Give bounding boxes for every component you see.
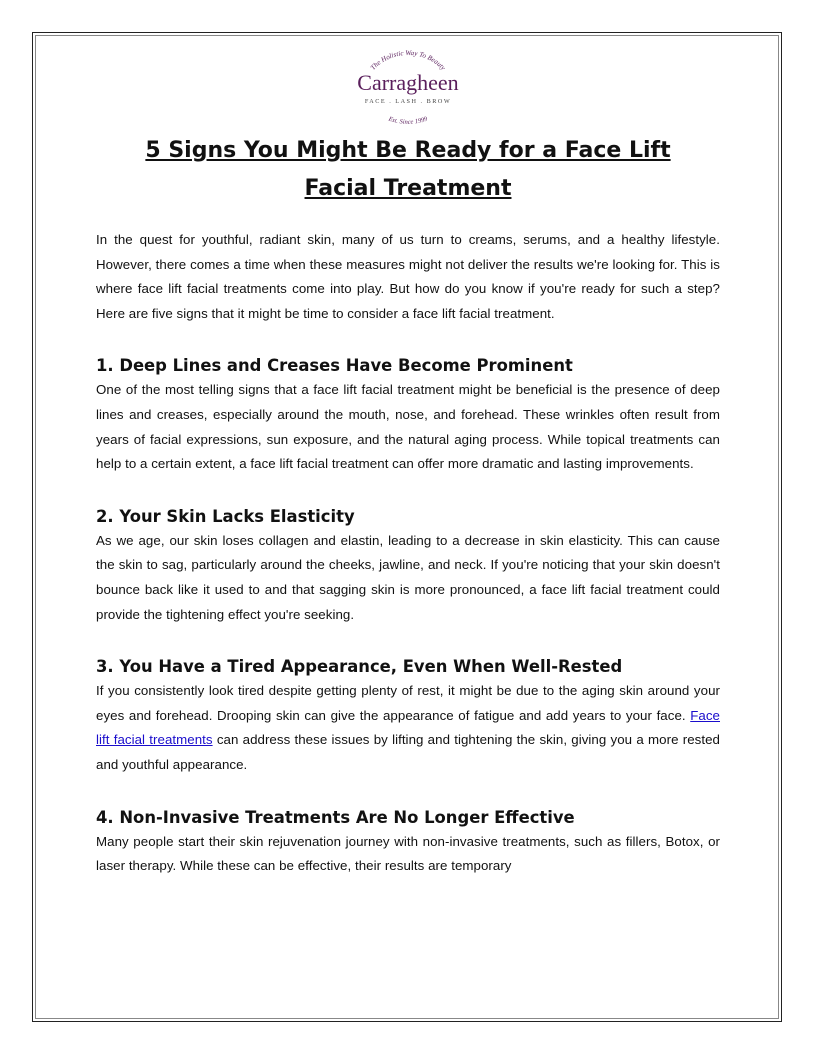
logo-established: Est. Since 1999 [387, 115, 429, 126]
carragheen-logo [338, 40, 478, 132]
section-3-body-before: If you consistently look tired despite getting plenty of rest, it might be due to the aging skin around your eyes and forehead. Drooping skin can give the appearance of fatigue and add years to your face. [96, 683, 720, 723]
logo-services: FACE . LASH . BROW [364, 98, 452, 105]
section-4-body: Many people start their skin rejuvenation journey with non-invasive treatments, such as fillers, Botox, or laser therapy. While these can be effective, their results are temporary [96, 833, 720, 874]
section-1-heading: 1. Deep Lines and Creases Have Become Prominent [96, 356, 573, 376]
section-3-body [96, 679, 720, 777]
document-content [96, 40, 720, 879]
section-2-heading: 2. Your Skin Lacks Elasticity [96, 506, 355, 526]
section-4-heading: 4. Non-Invasive Treatments Are No Longer Effective [96, 807, 575, 827]
section-1-body: One of the most telling signs that a face lift facial treatment might be beneficial is the presence of deep lines and creases, especially around the mouth, nose, and forehead. These wrinkles often result from years of facial expressions, sun exposure, and the natural aging process. While topical treatments can help to a certain extent, a face lift facial treatment can offer more dramatic and lasting improvements. [96, 382, 720, 472]
logo-name: Carragheen [357, 70, 459, 95]
section-3-body-after: can address these issues by lifting and tightening the skin, giving you a more rested and youthful appearance. [96, 732, 720, 772]
section-2-body: As we age, our skin loses collagen and elastin, leading to a decrease in skin elasticity. This can cause the skin to sag, particularly around the cheeks, jawline, and neck. If you're noticing that your skin doesn't bounce back like it used to and that sagging skin is more pronounced, a face lift facial treatment could provide the tightening effect you're seeking. [96, 532, 720, 622]
logo-tagline: The Holistic Way To Beauty [368, 48, 448, 72]
intro-paragraph: In the quest for youthful, radiant skin, many of us turn to creams, serums, and a healthy lifestyle. However, there comes a time when these measures might not deliver the results we're looking for. This is where face lift facial treatments come into play. But how do you know if you're ready for such a step? Here are five signs that it might be time to consider a face lift facial treatment. [96, 232, 720, 321]
page-title: 5 Signs You Might Be Ready for a Face Lift Facial Treatment [145, 138, 671, 201]
face-lift-treatments-link[interactable]: Face lift facial treatments [96, 707, 720, 748]
section-3-heading: 3. You Have a Tired Appearance, Even When Well-Rested [96, 657, 623, 677]
